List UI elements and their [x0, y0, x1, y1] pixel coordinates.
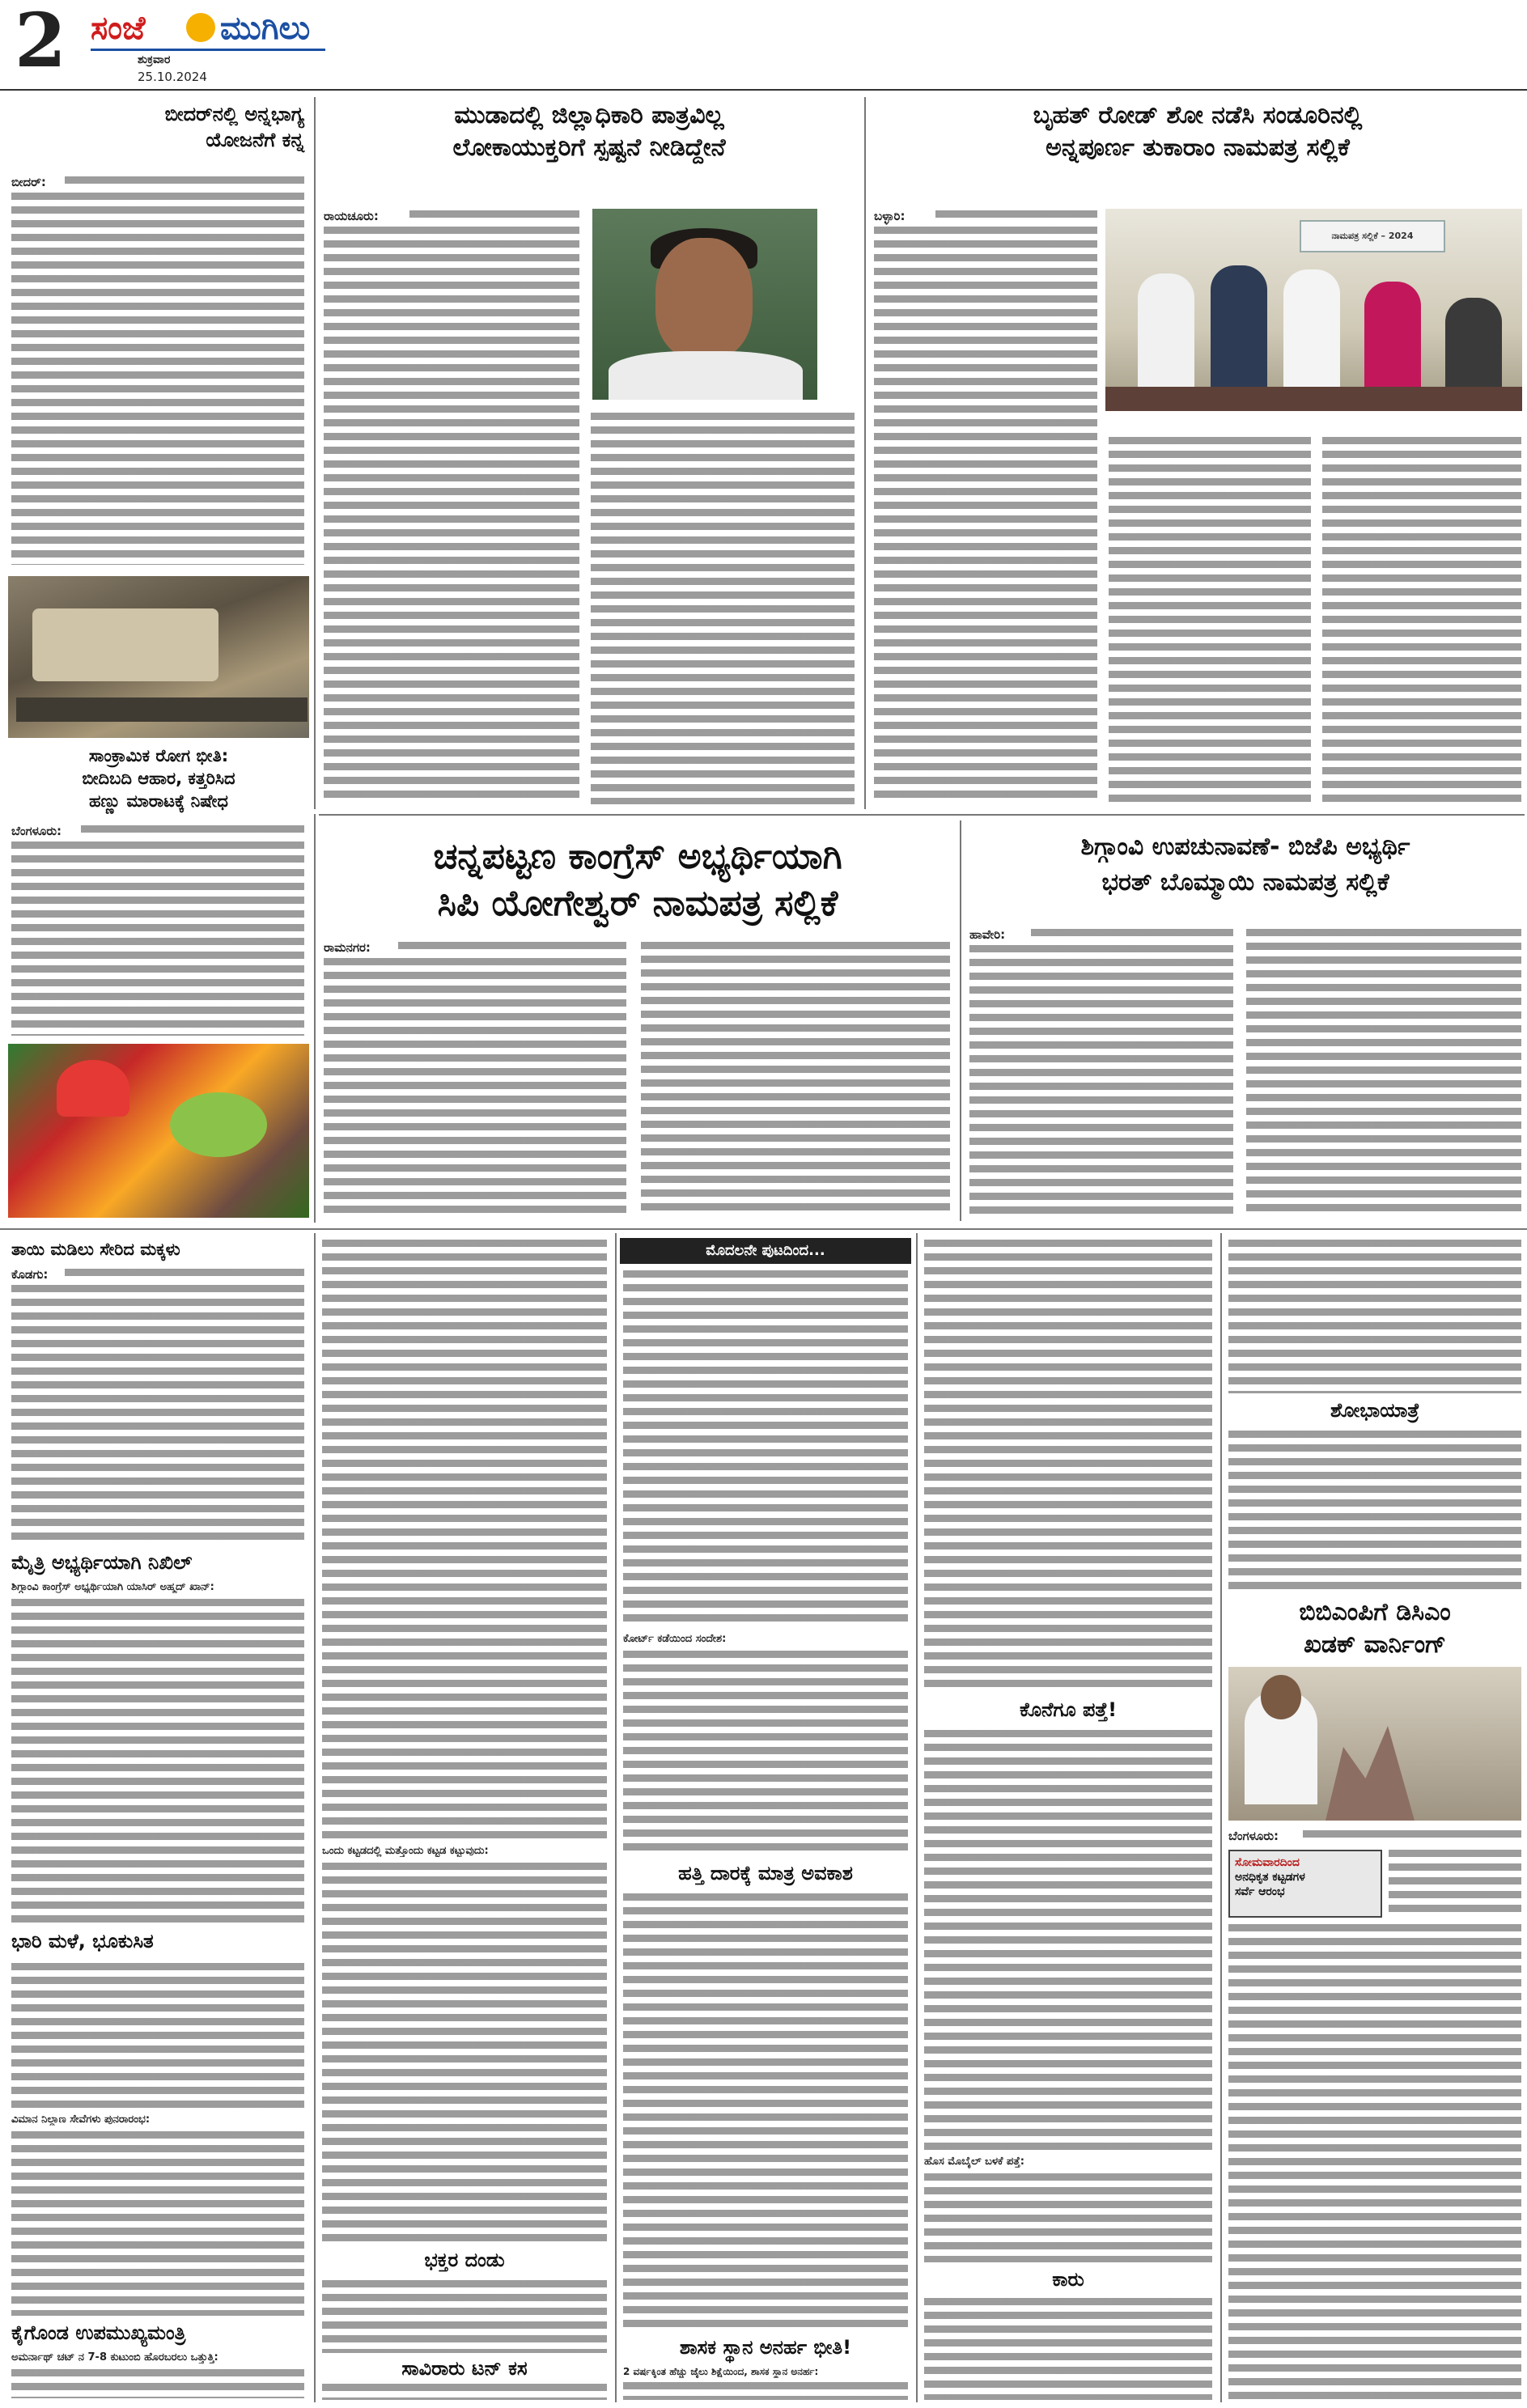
body-text — [1031, 929, 1233, 942]
headline: ಸಾವಿರಾರು ಟನ್ ಕಸ — [401, 2357, 528, 2380]
subhead: ಒಂದು ಕಟ್ಟಡದಲ್ಲಿ ಮತ್ತೊಂದು ಕಟ್ಟಡ ಕಟ್ಟುವುದು: — [322, 1845, 489, 1857]
body-text — [11, 193, 304, 565]
column-divider — [960, 820, 961, 1221]
body-text — [935, 210, 1097, 223]
body-text — [623, 1893, 908, 2330]
person — [1445, 298, 1502, 395]
column-divider — [615, 1233, 617, 2402]
dateline: ಹಾವೇರಿ: — [969, 927, 1006, 942]
lower-col-3 — [620, 1235, 911, 2404]
headline: ತಾಯಿ ಮಡಿಲು ಸೇರಿದ ಮಕ್ಕಳು — [11, 1240, 180, 1259]
body-text — [322, 1240, 607, 1838]
dateline: ಬೆಂಗಳೂರು: — [1228, 1829, 1279, 1843]
dateline: ಬಳ್ಳಾರಿ: — [874, 209, 906, 223]
body-text — [409, 210, 579, 223]
body-text — [81, 825, 304, 838]
section-divider — [319, 814, 1525, 816]
lower-col-2 — [319, 1235, 610, 2404]
body-text — [322, 2384, 607, 2400]
body-text — [11, 1963, 304, 2109]
rubble — [1326, 1715, 1415, 1821]
column-divider — [864, 97, 866, 809]
body-text — [11, 842, 304, 1036]
body-text-col2 — [1109, 437, 1311, 804]
headline: ಚನ್ನಪಟ್ಟಣ ಕಾಂಗ್ರೆಸ್ ಅಭ್ಯರ್ಥಿಯಾಗಿ — [433, 836, 842, 877]
section-divider — [0, 1228, 1527, 1230]
body-text-col1 — [324, 958, 626, 1217]
issue-day: ಶುಕ್ರವಾರ — [138, 53, 171, 66]
desk — [1105, 387, 1522, 411]
inset-line: ಅನಧಿಕೃತ ಕಟ್ಟಡಗಳ — [1235, 1871, 1305, 1884]
dateline: ಕೊಡಗು: — [11, 1267, 49, 1282]
body-text — [11, 2369, 304, 2398]
body-text — [322, 1863, 607, 2243]
article-muda — [320, 97, 858, 809]
headline: ಅನ್ನಪೂರ್ಣ ತುಕಾರಾಂ ನಾಮಪತ್ರ ಸಲ್ಲಿಕೆ — [1046, 134, 1350, 162]
headline: ಕೈಗೊಂಡ ಉಪಮುಖ್ಯಮಂತ್ರಿ — [11, 2321, 186, 2344]
person — [1211, 265, 1267, 395]
subhead: ಹೊಸ ಮೊಬೈಲ್ ಬಳಕೆ ಪತ್ತೆ: — [924, 2156, 1024, 2168]
lower-col-1 — [8, 1235, 309, 2404]
fruit-vendor-photo — [8, 1044, 309, 1218]
subhead: 2 ವರ್ಷಕ್ಕಿಂತ ಹೆಚ್ಚು ಜೈಲು ಶಿಕ್ಷೆಯಿಂದ, ಶಾಸಕ ಸ್ಥಾನ ಅನರ್ಹ: — [623, 2366, 819, 2377]
person — [1283, 269, 1340, 395]
headline: ಖಡಕ್ ವಾರ್ನಿಂಗ್ — [1304, 1630, 1446, 1659]
nomination-filing-photo — [1105, 209, 1522, 411]
body-text-col1 — [324, 227, 579, 804]
column-divider — [314, 97, 316, 809]
lower-col-5 — [1225, 1235, 1525, 2404]
article-shiggaon — [966, 820, 1525, 1221]
body-text — [623, 2382, 908, 2400]
page-number: 2 — [15, 0, 67, 84]
dateline: ರಾಮನಗರ: — [324, 940, 371, 955]
subhead: ಅಮರ್ನಾಥ್ ಚಟ್ ನ 7-8 ಕುಟುಂಬಿ ಹೊರಬರಲು ಒತ್ತುತ್ತಿ: — [11, 2351, 218, 2363]
official-portrait-photo — [592, 209, 817, 400]
headline: ಮುಡಾದಲ್ಲಿ ಜಿಲ್ಲಾಧಿಕಾರಿ ಪಾತ್ರವಿಲ್ಲ — [454, 101, 724, 129]
body-text — [11, 1285, 304, 1544]
column-divider — [314, 814, 316, 1223]
column-divider — [314, 1233, 316, 2402]
headline: ಸಿಪಿ ಯೋಗೇಶ್ವರ್ ನಾಮಪತ್ರ ಸಲ್ಲಿಕೆ — [437, 883, 838, 924]
headline: ಭಕ್ತರ ದಂಡು — [424, 2249, 505, 2271]
body-text — [11, 2131, 304, 2316]
headline: ಲೋಕಾಯುಕ್ತರಿಗೆ ಸ್ಪಷ್ಟನೆ ನೀಡಿದ್ದೇನೆ — [452, 134, 726, 162]
headline: ಯೋಜನೆಗೆ ಕನ್ನ — [206, 129, 304, 151]
person-head — [1261, 1675, 1301, 1719]
body-text-col1 — [874, 227, 1097, 804]
column-divider — [916, 1233, 918, 2402]
body-text — [1228, 1924, 1521, 2400]
inset-box — [1228, 1850, 1382, 1918]
logo-underline — [91, 49, 325, 51]
banner-text: ನಾಮಪತ್ರ ಸಲ್ಲಿಕೆ – 2024 — [1331, 231, 1414, 241]
body-text — [65, 1269, 304, 1282]
body-text — [924, 2298, 1212, 2400]
headline: ಮೈತ್ರಿ ಅಭ್ಯರ್ಥಿಯಾಗಿ ನಿಖಿಲ್ — [11, 1551, 193, 1574]
lower-col-4 — [921, 1235, 1215, 2404]
column-divider — [1220, 1233, 1222, 2402]
headline: ಕಾರು — [1052, 2268, 1084, 2291]
body-text-col2 — [591, 413, 855, 804]
headline: ಶಾಸಕ ಸ್ಥಾನ ಅನರ್ಹ ಭೀತಿ! — [679, 2336, 852, 2359]
headline: ಬಿಬಿಎಂಪಿಗೆ ಡಿಸಿಎಂ — [1299, 1598, 1451, 1626]
newspaper-logo — [91, 6, 325, 50]
issue-date: 25.10.2024 — [138, 70, 207, 84]
subhead: ಶಿಗ್ಗಾಂವಿ ಕಾಂಗ್ರೆಸ್ ಅಭ್ಯರ್ಥಿಯಾಗಿ ಯಾಸಿರ್ ಅಹ್ಮದ್ ಖಾನ್: — [11, 1581, 214, 1593]
headline: ಭರತ್ ಬೊಮ್ಮಾಯಿ ನಾಮಪತ್ರ ಸಲ್ಲಿಕೆ — [1101, 868, 1389, 897]
body-text — [924, 1730, 1212, 2151]
headline: ಕೊನೆಗೂ ಪತ್ತೆ! — [1019, 1698, 1118, 1721]
portrait-face — [655, 238, 753, 359]
headline: ಶಿಗ್ಗಾಂವಿ ಉಪಚುನಾವಣೆ- ಬಿಜೆಪಿ ಅಭ್ಯರ್ಥಿ — [1080, 833, 1410, 861]
masthead-rule — [0, 89, 1527, 91]
person — [1138, 273, 1194, 395]
inset-line: ಸೋಮವಾರದಿಂದ — [1235, 1856, 1300, 1869]
headline: ಶೋಭಾಯಾತ್ರೆ — [1330, 1399, 1420, 1422]
body-text — [65, 176, 304, 189]
headline: ಭಾರಿ ಮಳೆ, ಭೂಕುಸಿತ — [11, 1930, 154, 1952]
headline: ಬೀದರ್‌ನಲ್ಲಿ ಅನ್ನಭಾಗ್ಯ — [164, 103, 304, 125]
logo-text-left: ಸಂಜೆ — [91, 10, 146, 47]
portrait-shirt — [609, 351, 803, 400]
body-text — [322, 2280, 607, 2353]
body-text — [1389, 1850, 1521, 1918]
rice-sacks-photo — [8, 576, 309, 738]
headline: ಬೀದಿಬದಿ ಆಹಾರ, ಕತ್ತರಿಸಿದ — [82, 769, 235, 788]
continued-band: ಮೊದಲನೇ ಪುಟದಿಂದ... — [620, 1238, 911, 1264]
article-channapatna — [320, 820, 955, 1221]
body-text — [1228, 1240, 1521, 1393]
body-text-col2 — [1246, 929, 1521, 1217]
headline: ಹತ್ತಿ ದಾರಕ್ಕೆ ಮಾತ್ರ ಅವಕಾಶ — [678, 1862, 853, 1884]
dateline: ಬೀದರ್: — [11, 175, 46, 189]
article-bidar — [8, 97, 309, 574]
body-text — [398, 942, 626, 955]
dateline: ರಾಯಚೂರು: — [324, 209, 379, 223]
headline: ಬೃಹತ್ ರೋಡ್ ಶೋ ನಡೆಸಿ ಸಂಡೂರಿನಲ್ಲಿ — [1033, 101, 1363, 129]
body-text — [1228, 1431, 1521, 1592]
dateline: ಬೆಂಗಳೂರು: — [11, 824, 62, 838]
headline: ಹಣ್ಣು ಮಾರಾಟಕ್ಕೆ ನಿಷೇಧ — [88, 791, 229, 811]
inset-line: ಸರ್ವೆ ಆರಂಭ — [1235, 1885, 1285, 1898]
body-text-col2 — [641, 942, 950, 1217]
logo-text-right: ಮುಗಿಲು — [220, 10, 311, 47]
article-sandur — [871, 97, 1525, 809]
body-text — [924, 1240, 1212, 1693]
body-text-col1 — [969, 945, 1233, 1217]
headline: ಸಾಂಕ್ರಾಮಿಕ ರೋಗ ಭೀತಿ: — [88, 746, 229, 765]
subhead: ಕೋರ್ಟ್ ಕಡೆಯಿಂದ ಸಂದೇಶ: — [623, 1633, 727, 1645]
body-text-col3 — [1322, 437, 1521, 804]
person — [1364, 282, 1421, 395]
sun-icon — [186, 13, 215, 42]
body-text — [623, 1270, 908, 1626]
banner — [1300, 220, 1445, 252]
subhead: ವಿಮಾನ ನಿಲ್ದಾಣ ಸೇವೆಗಳು ಪುನರಾರಂಭ: — [11, 2113, 151, 2126]
dcm-site-photo — [1228, 1667, 1521, 1821]
body-text — [11, 1599, 304, 1923]
body-text — [623, 1651, 908, 1853]
masthead — [0, 0, 1527, 91]
body-text — [1303, 1830, 1521, 1843]
body-text — [924, 2173, 1212, 2262]
